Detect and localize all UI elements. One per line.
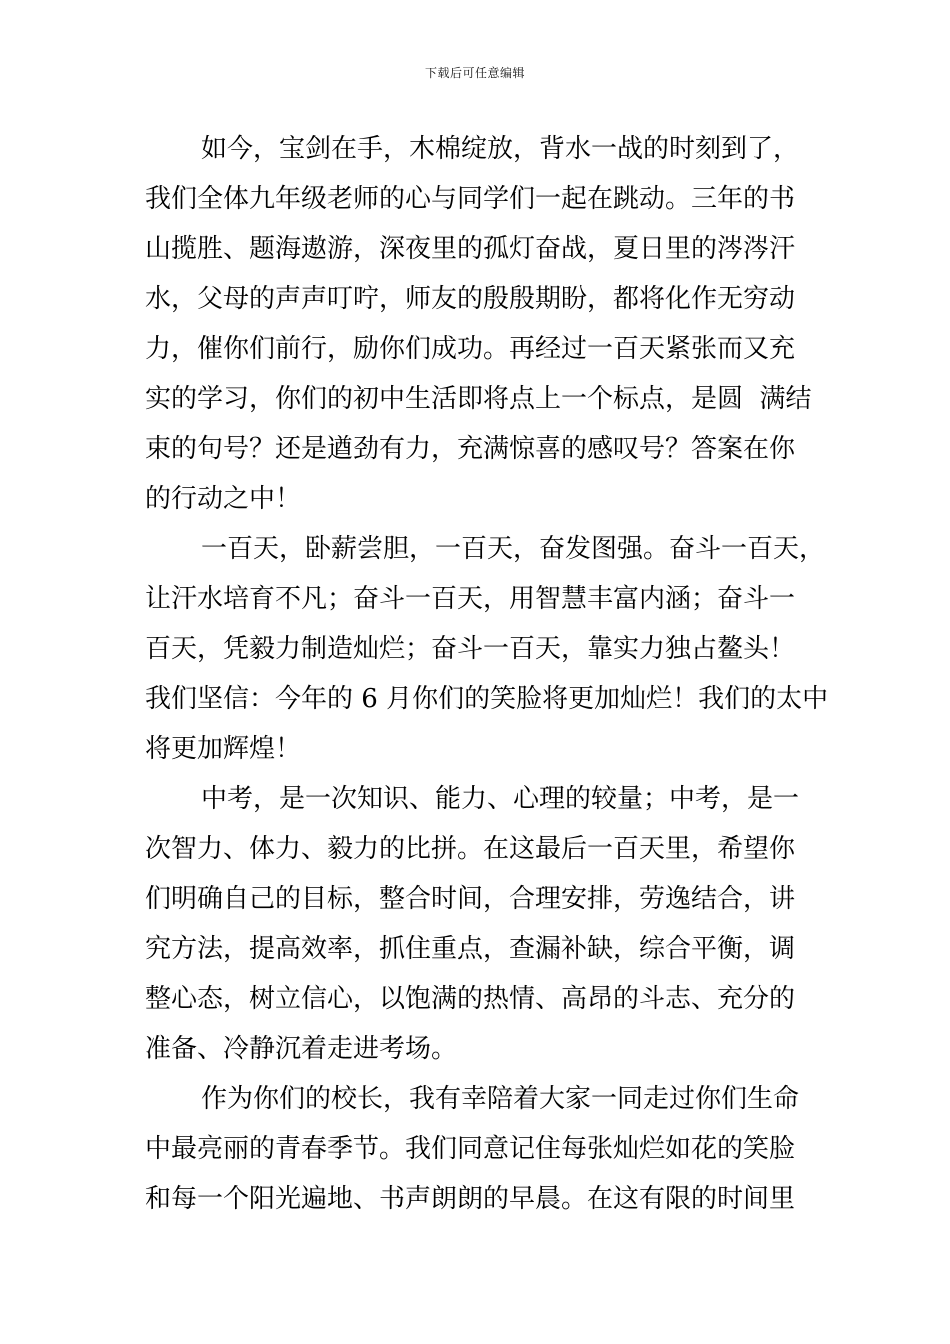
paragraph-1-line-1: 如今，宝剑在手，木棉绽放，背水一战的时刻到了， <box>201 134 800 164</box>
paragraph-2-line-1: 一百天，卧薪尝胆，一百天，奋发图强。奋斗一百天， <box>201 534 826 564</box>
paragraph-1-line-6: 实的学习，你们的初中生活即将点上一个标点，是圆 满结 <box>145 384 812 414</box>
paragraph-4-line-2: 中最亮丽的青春季节。我们同意记住每张灿烂如花的笑脸 <box>145 1134 796 1164</box>
paragraph-1-line-2: 我们全体九年级老师的心与同学们一起在跳动。三年的书 <box>145 184 796 214</box>
paragraph-3-line-1: 中考，是一次知识、能力、心理的较量；中考，是一 <box>201 784 800 814</box>
paragraph-1-line-7: 束的句号？还是遒劲有力，充满惊喜的感叹号？答案在你 <box>145 434 796 464</box>
paragraph-2-line-5: 将更加辉煌！ <box>145 734 302 764</box>
paragraph-3-line-2: 次智力、体力、毅力的比拼。在这最后一百天里，希望你 <box>145 834 796 864</box>
paragraph-3-line-5: 整心态，树立信心，以饱满的热情、高昂的斗志、充分的 <box>145 984 796 1014</box>
paragraph-2-line-4: 我们坚信：今年的 6 月你们的笑脸将更加灿烂！我们的太中 <box>145 684 829 714</box>
paragraph-1-line-4: 水，父母的声声叮咛，师友的殷殷期盼，都将化作无穷动 <box>145 284 796 314</box>
page-header: 下载后可任意编辑 <box>424 66 525 80</box>
paragraph-3-line-6: 准备、冷静沉着走进考场。 <box>145 1034 458 1064</box>
paragraph-3-line-3: 们明确自己的目标，整合时间，合理安排，劳逸结合，讲 <box>145 884 796 914</box>
paragraph-1-line-3: 山揽胜、题海遨游，深夜里的孤灯奋战，夏日里的涔涔汗 <box>145 234 796 264</box>
paragraph-1-line-8: 的行动之中！ <box>145 484 302 514</box>
paragraph-2-line-2: 让汗水培育不凡；奋斗一百天，用智慧丰富内涵；奋斗一 <box>145 584 796 614</box>
paragraph-4-line-3: 和每一个阳光遍地、书声朗朗的早晨。在这有限的时间里 <box>145 1184 796 1214</box>
paragraph-4-line-1: 作为你们的校长，我有幸陪着大家一同走过你们生命 <box>201 1084 800 1114</box>
paragraph-1-line-5: 力，催你们前行，励你们成功。再经过一百天紧张而又充 <box>145 334 796 364</box>
paragraph-3-line-4: 究方法，提高效率，抓住重点，查漏补缺，综合平衡，调 <box>145 934 796 964</box>
paragraph-2-line-3: 百天，凭毅力制造灿烂；奋斗一百天，靠实力独占鳌头！ <box>145 634 796 664</box>
document-body <box>145 124 829 1224</box>
